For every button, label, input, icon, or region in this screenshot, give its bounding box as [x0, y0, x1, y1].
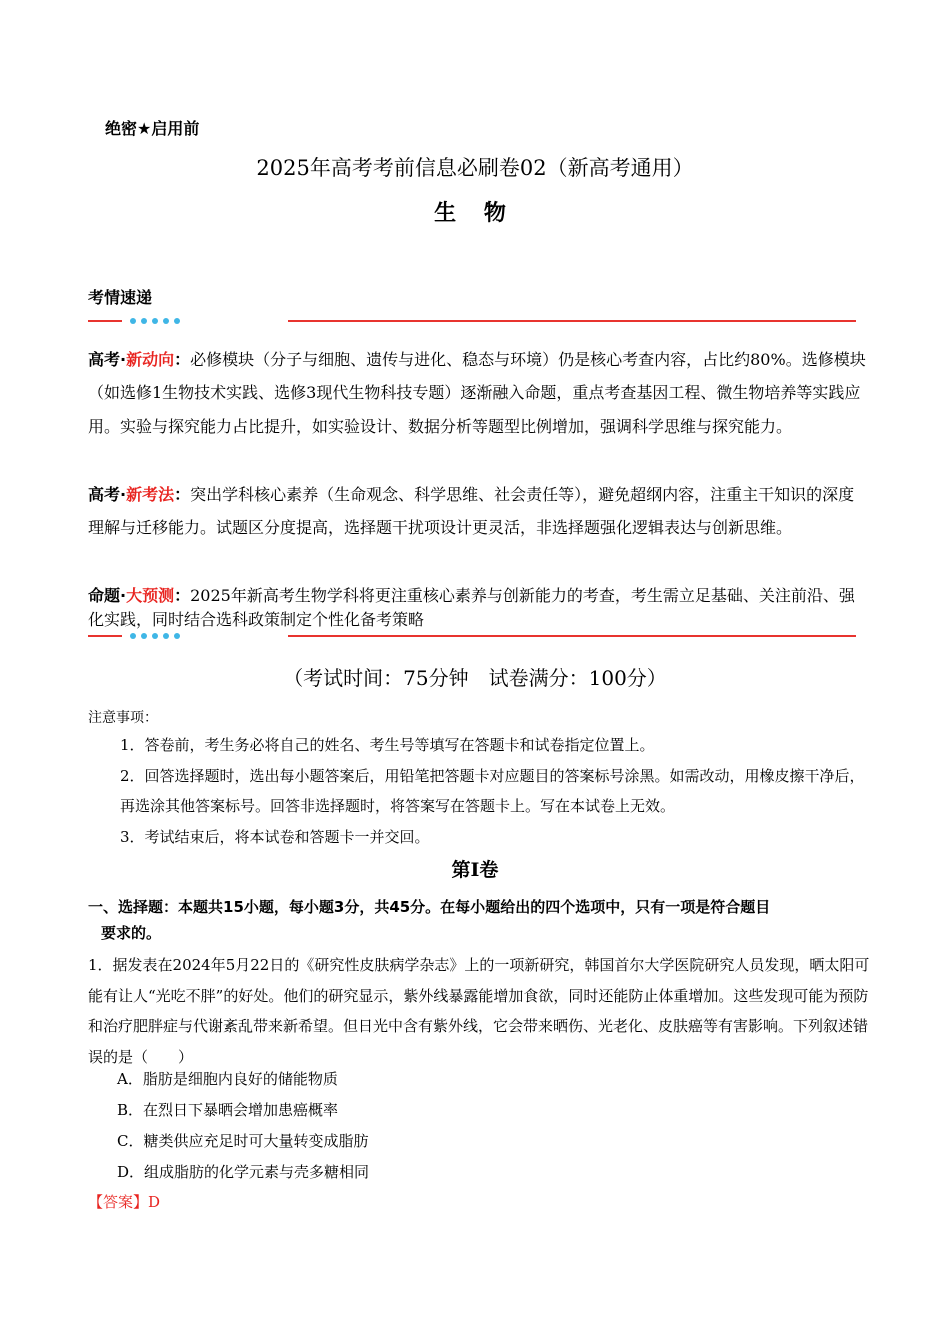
overview-key-prefix: 命题· — [88, 586, 127, 605]
option-d: D．组成脂肪的化学元素与壳多糖相同 — [117, 1163, 370, 1181]
answer-line — [88, 1191, 160, 1212]
option-c: C．糖类供应充足时可大量转变成脂肪 — [117, 1132, 369, 1150]
divider-bottom — [88, 631, 856, 641]
overview-key-prefix: 高考· — [88, 485, 127, 504]
notice-title: 注意事项： — [88, 710, 158, 726]
multiple-choice-heading: 一、选择题：本题共15小题，每小题3分，共45分。在每小题给出的四个选项中，只有一项是符合题目 要求的。 — [88, 898, 771, 942]
divider-top — [88, 316, 856, 326]
secret-label: 绝密★启用前 — [105, 119, 200, 138]
overview-text: 2025年新高考生物学科将更注重核心素养与创新能力的考查，考生需立足基础、关注前沿、强化实践，同时结合选科政策制定个性化备考策略 — [88, 586, 855, 629]
overview-text: 必修模块（分子与细胞、遗传与进化、稳态与环境）仍是核心考查内容，占比约80%。选修模块（如选修1生物技术实践、选修3现代生物科技专题）逐渐融入命题，重点考查基因工程、微生物培养等实践应用。实验与探究能力占比提升，如实验设计、数据分析等题型比例增加，强调科学思维与探究能力。 — [88, 350, 866, 436]
exam-info: （考试时间：75分钟 试卷满分：100分） — [283, 666, 667, 690]
overview-text: 突出学科核心素养（生命观念、科学思维、社会责任等），避免超纲内容，注重主干知识的深度理解与迁移能力。试题区分度提高，选择题干扰项设计更灵活，非选择题强化逻辑表达与创新思维。 — [88, 485, 855, 538]
overview-item-prediction: 命题·大预测：2025年新高考生物学科将更注重核心素养与创新能力的考查，考生需立足基础、关注前沿、强化实践，同时结合选科政策制定个性化备考策略 — [88, 586, 855, 629]
notice-item: 2．回答选择题时，选出每小题答案后，用铅笔把答题卡对应题目的答案标号涂黑。如需改动，用橡皮擦干净后，再选涂其他答案标号。回答非选择题时，将答案写在答题卡上。写在本试卷上无效。 — [120, 767, 865, 815]
overview-key-prefix: 高考· — [88, 350, 127, 369]
section-title: 第Ⅰ卷 — [451, 859, 499, 881]
option-b: B．在烈日下暴晒会增加患癌概率 — [117, 1101, 339, 1119]
overview-item-new-method: 高考·新考法：突出学科核心素养（生命观念、科学思维、社会责任等），避免超纲内容，注重主干知识的深度理解与迁移能力。试题区分度提高，选择题干扰项设计更灵活，非选择题强化逻辑表达与创新思维。 — [88, 485, 855, 538]
overview-key-highlight: 新考法 — [126, 485, 175, 504]
question-stem: 1．据发表在2024年5月22日的《研究性皮肤病学杂志》上的一项新研究，韩国首尔大学医院研究人员发现，晒太阳可能有让人“光吃不胖”的好处。他们的研究显示，紫外线暴露能增加食欲，同时还能防止体重增加。这些发现可能为预防和治疗肥胖症与代谢紊乱带来新希望。但日光中含有紫外线，它会带来晒伤、光老化、皮肤癌等有害影响。下列叙述错误的是（ ） — [88, 956, 870, 1067]
overview-key-highlight: 大预测 — [126, 586, 175, 605]
answer-value: D — [148, 1193, 161, 1211]
notice-item: 1．答卷前，考生务必将自己的姓名、考生号等填写在答题卡和试卷指定位置上。 — [120, 736, 655, 754]
overview-heading: 考情速递 — [88, 288, 153, 307]
page-title: 2025年高考考前信息必刷卷02（新高考通用） — [256, 156, 694, 180]
answer-label: 【答案】 — [88, 1193, 149, 1211]
option-a: A．脂肪是细胞内良好的储能物质 — [117, 1070, 338, 1088]
subject-title: 生 物 — [434, 200, 516, 226]
overview-item-new-trend: 高考·新动向：必修模块（分子与细胞、遗传与进化、稳态与环境）仍是核心考查内容，占比约80%。选修模块（如选修1生物技术实践、选修3现代生物科技专题）逐渐融入命题，重点考查基因工程、微生物培养等实践应用。实验与探究能力占比提升，如实验设计、数据分析等题型比例增加，强调科学思维与探究能力。 — [88, 350, 866, 436]
notice-item: 3．考试结束后，将本试卷和答题卡一并交回。 — [120, 828, 430, 846]
overview-key-highlight: 新动向 — [126, 350, 175, 369]
